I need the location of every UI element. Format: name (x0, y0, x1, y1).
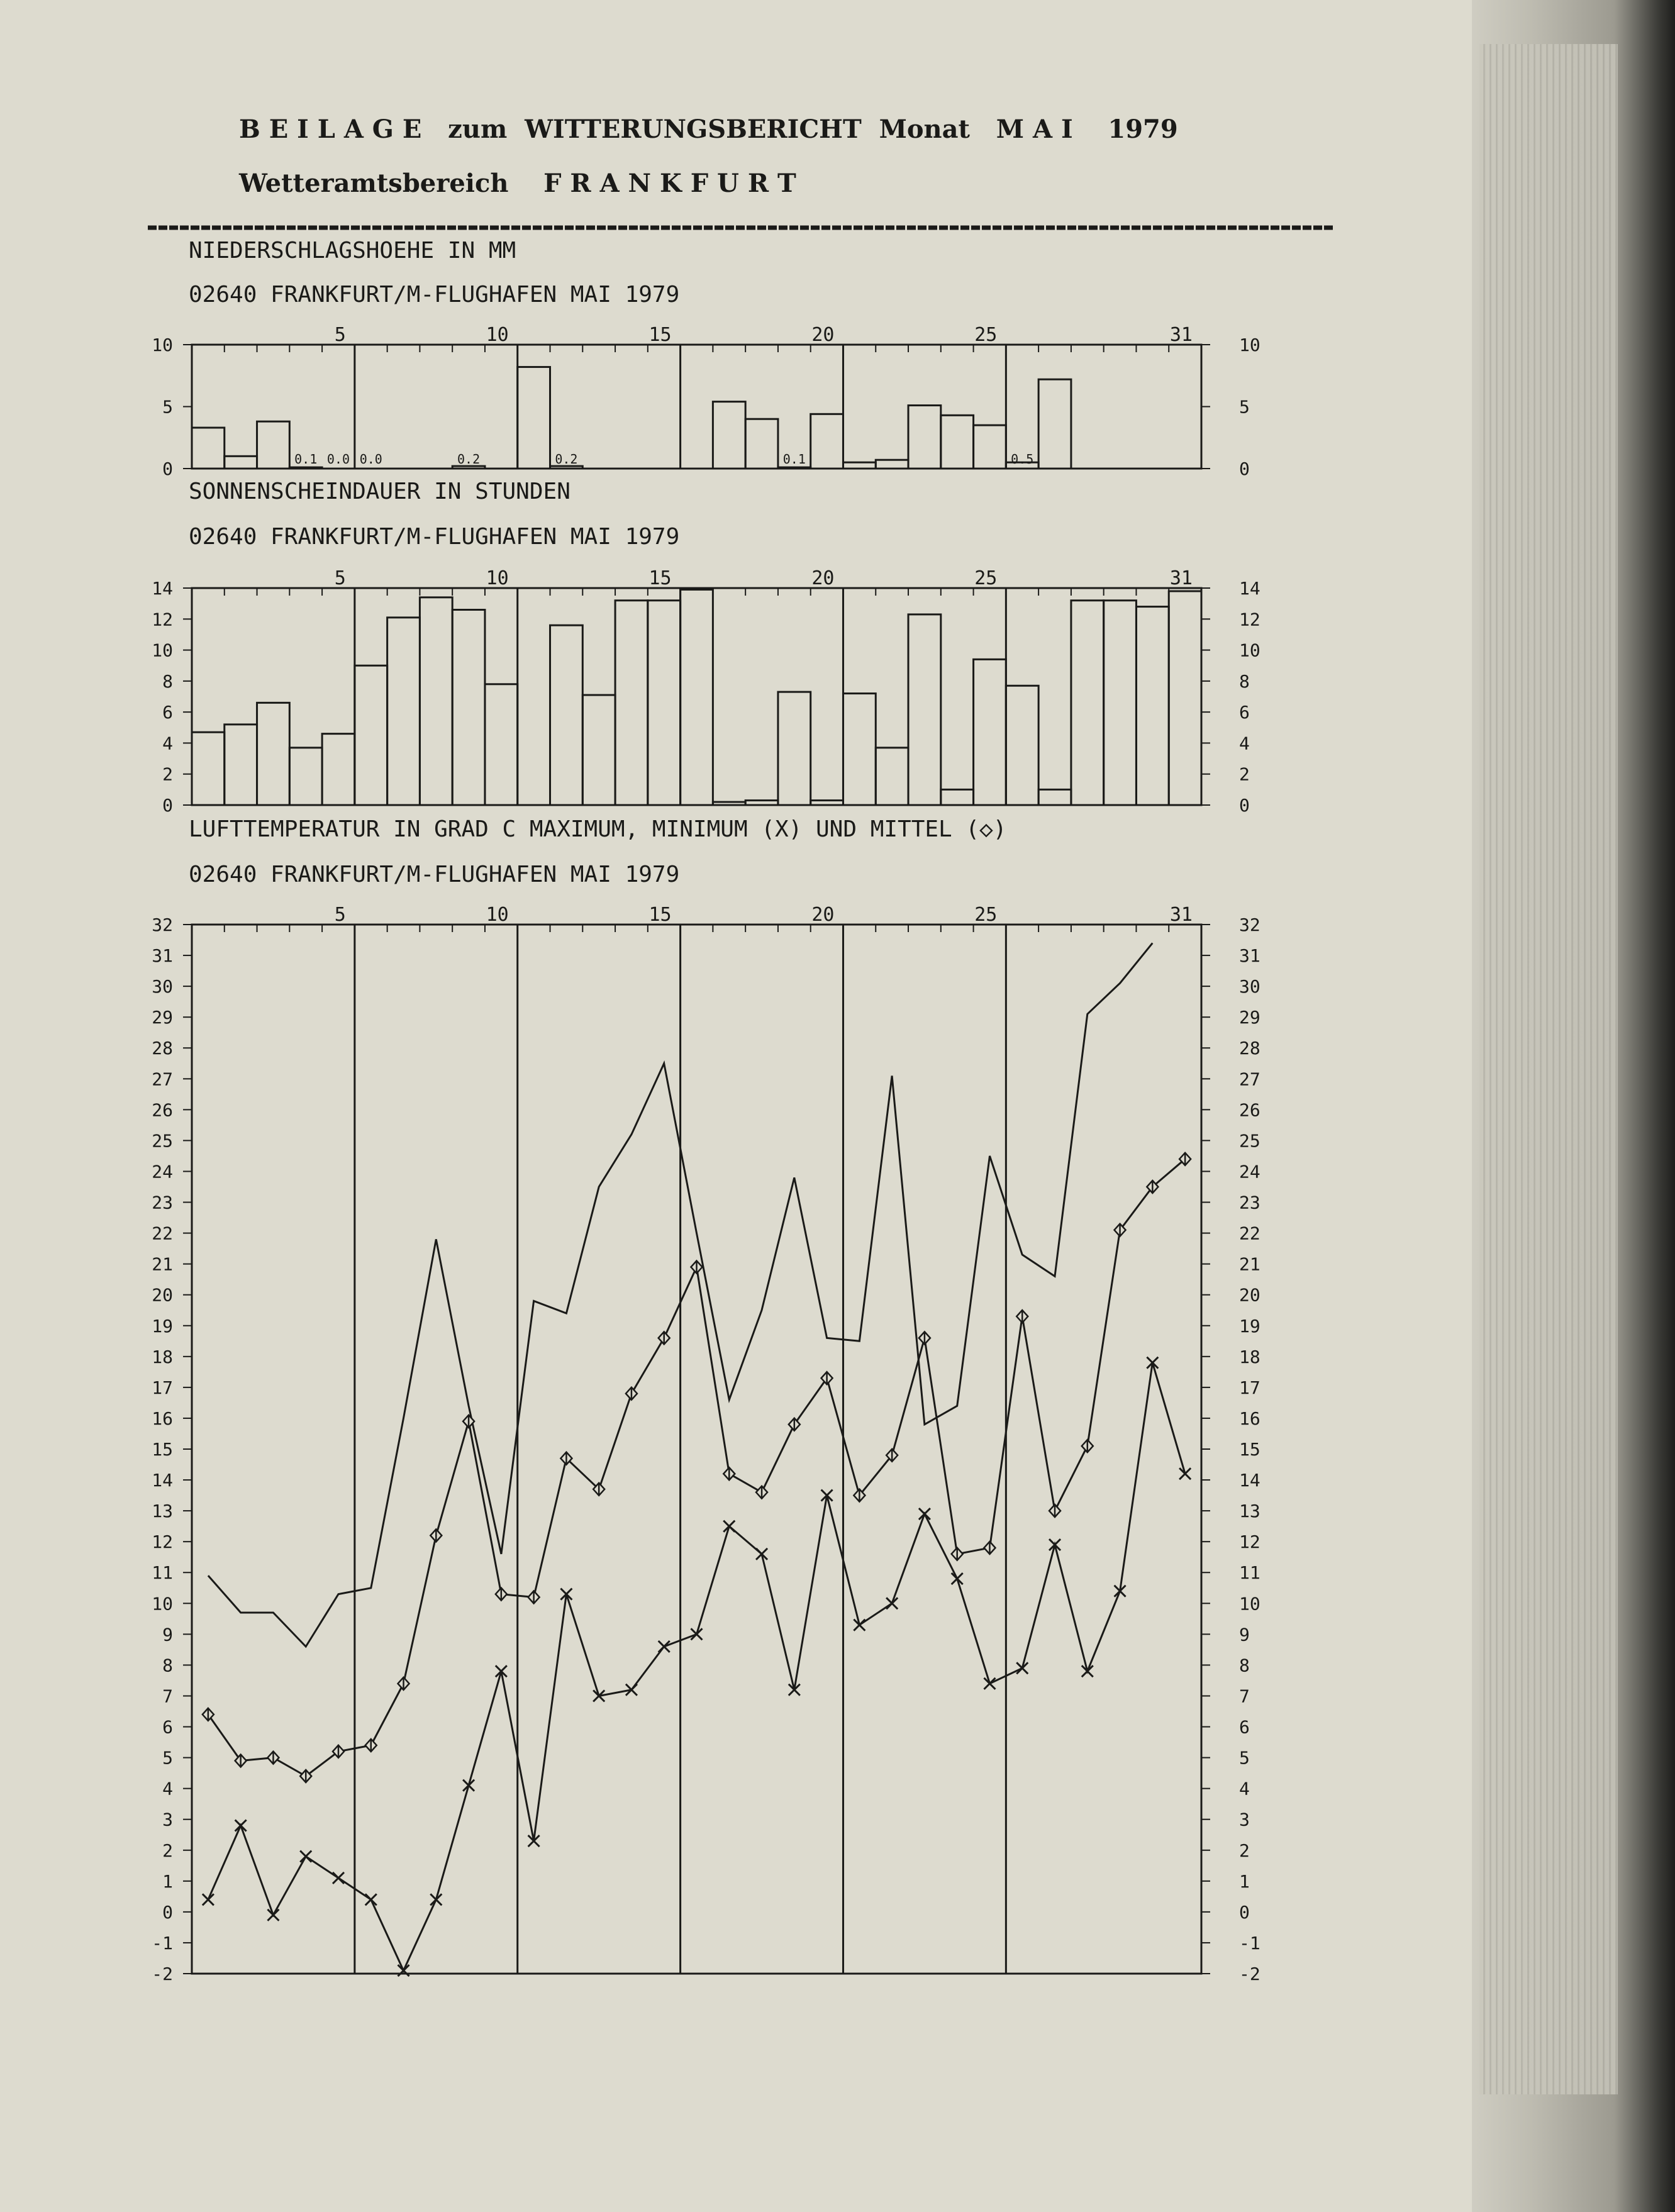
day-label: 25 (974, 324, 998, 346)
y-tick-label-left: 2 (162, 1840, 173, 1861)
y-tick-label-left: 24 (152, 1161, 173, 1182)
y-tick-label-right: 16 (1239, 1408, 1260, 1429)
bar (745, 801, 778, 805)
y-tick-label-right: -1 (1239, 1932, 1260, 1954)
y-tick-label-left: 11 (152, 1562, 173, 1584)
bar (257, 703, 290, 805)
y-tick-label-right: 19 (1239, 1315, 1260, 1337)
bar (225, 456, 257, 469)
y-tick-label-left: 6 (162, 1716, 173, 1738)
y-tick-label-right: 14 (1239, 578, 1260, 599)
chart-subtitle: 02640 FRANKFURT/M-FLUGHAFEN MAI 1979 (189, 282, 680, 308)
report-header-title: B E I L A G E zum WITTERUNGSBERICHT Monat M A I 1979 (239, 114, 1178, 144)
minimum-point (886, 1598, 898, 1609)
bar (974, 659, 1006, 805)
y-tick-label-left: 10 (152, 335, 173, 355)
y-tick-label-left: 6 (162, 702, 173, 723)
day-label: 5 (334, 324, 346, 346)
chart-subtitle: 02640 FRANKFURT/M-FLUGHAFEN MAI 1979 (189, 524, 680, 550)
y-tick-label-left: 21 (152, 1253, 173, 1275)
day-label: 20 (811, 904, 835, 926)
bar (941, 789, 974, 805)
mittel-point (300, 1770, 311, 1782)
bar (1071, 601, 1104, 805)
y-tick-label-right: 2 (1239, 1840, 1250, 1861)
day-label: 25 (974, 567, 998, 589)
day-label: 10 (486, 324, 509, 346)
y-tick-label-right: 1 (1239, 1870, 1250, 1892)
day-label: 15 (648, 904, 672, 926)
report-header-region: Wetteramtsbereich F R A N K F U R T (239, 169, 796, 198)
bar (876, 748, 908, 805)
day-label: 25 (974, 904, 998, 926)
y-tick-label-left: 25 (152, 1130, 173, 1152)
minimum-point (984, 1678, 995, 1689)
y-tick-label-left: 20 (152, 1284, 173, 1306)
y-tick-label-left: 16 (152, 1408, 173, 1429)
minimum-point (267, 1909, 279, 1921)
bar (681, 589, 713, 805)
bar (941, 415, 974, 469)
y-tick-label-left: 1 (162, 1870, 173, 1892)
y-tick-label-right: 23 (1239, 1192, 1260, 1213)
day-label: 5 (334, 904, 346, 926)
day-label: 15 (648, 324, 672, 346)
bar (1006, 686, 1038, 805)
y-tick-label-left: 4 (162, 733, 173, 754)
y-tick-label-left: 3 (162, 1809, 173, 1830)
bar (355, 665, 387, 805)
bar (289, 748, 322, 805)
bar (1169, 591, 1201, 805)
day-label: 20 (811, 324, 835, 346)
minimum-point (235, 1820, 247, 1831)
bar (648, 601, 681, 805)
chart-title: SONNENSCHEINDAUER IN STUNDEN (189, 479, 570, 504)
day-label: 10 (486, 904, 509, 926)
y-tick-label-right: 15 (1239, 1439, 1260, 1460)
bar (192, 732, 225, 805)
bar-value-label: 0.1 (294, 452, 318, 467)
chart-title: LUFTTEMPERATUR IN GRAD C MAXIMUM, MINIMUM (X) UND MITTEL (◇) (189, 816, 1007, 842)
y-tick-label-right: 26 (1239, 1099, 1260, 1121)
y-tick-label-left: 0 (162, 795, 173, 816)
plot-frame (192, 345, 1201, 469)
bar (1038, 379, 1071, 469)
bar (1136, 607, 1169, 805)
bar (713, 402, 745, 469)
bar (811, 414, 843, 469)
bar (550, 625, 583, 805)
y-tick-label-left: 10 (152, 1593, 173, 1615)
bar (745, 419, 778, 469)
y-tick-label-right: 14 (1239, 1470, 1260, 1491)
bar (1104, 601, 1137, 805)
y-tick-label-right: 32 (1239, 914, 1260, 935)
mittel-point (919, 1331, 930, 1344)
bar-value-label: 0.1 (782, 452, 806, 467)
y-tick-label-left: 13 (152, 1501, 173, 1522)
y-tick-label-right: 10 (1239, 335, 1260, 355)
bar (843, 694, 876, 805)
y-tick-label-right: 13 (1239, 1501, 1260, 1522)
bar (908, 614, 941, 805)
bar (289, 467, 322, 469)
y-tick-label-right: 29 (1239, 1007, 1260, 1028)
y-tick-label-right: 0 (1239, 1901, 1250, 1923)
mittel-point (528, 1591, 540, 1603)
y-tick-label-right: 25 (1239, 1130, 1260, 1152)
mittel-point (430, 1529, 442, 1542)
y-tick-label-right: 5 (1239, 396, 1250, 418)
day-label: 31 (1169, 324, 1193, 346)
y-tick-label-left: 14 (152, 578, 173, 599)
day-label: 31 (1169, 567, 1193, 589)
y-tick-label-right: 22 (1239, 1223, 1260, 1244)
bar-value-label: 0.2 (555, 452, 578, 467)
y-tick-label-right: 28 (1239, 1038, 1260, 1059)
mittel-point (496, 1588, 507, 1601)
minimum-point (1179, 1468, 1191, 1479)
minimum-point (723, 1521, 735, 1532)
bar-value-label: 0.0 (359, 452, 382, 467)
bar (225, 725, 257, 805)
y-tick-label-right: 30 (1239, 976, 1260, 998)
y-tick-label-left: 8 (162, 1655, 173, 1676)
day-label: 31 (1169, 904, 1193, 926)
mittel-point (267, 1752, 279, 1764)
y-tick-label-left: 28 (152, 1038, 173, 1059)
day-label: 15 (648, 567, 672, 589)
minimum-point (203, 1894, 214, 1905)
y-tick-label-right: 9 (1239, 1624, 1250, 1645)
y-tick-label-right: 21 (1239, 1253, 1260, 1275)
y-tick-label-right: 24 (1239, 1161, 1260, 1182)
bar (322, 734, 355, 805)
mittel-point (1016, 1310, 1028, 1323)
chart-subtitle: 02640 FRANKFURT/M-FLUGHAFEN MAI 1979 (189, 862, 680, 887)
y-tick-label-left: 14 (152, 1470, 173, 1491)
bar-value-label: 0.0 (326, 452, 350, 467)
y-tick-label-right: 0 (1239, 795, 1250, 816)
mittel-point (333, 1745, 344, 1758)
y-tick-label-left: 0 (162, 459, 173, 479)
bar (485, 684, 518, 805)
y-tick-label-right: 4 (1239, 1778, 1250, 1799)
bar-value-label: 0.5 (1011, 452, 1034, 467)
mittel-point (365, 1739, 377, 1752)
y-tick-label-left: 12 (152, 609, 173, 630)
y-tick-label-left: 22 (152, 1223, 173, 1244)
y-tick-label-left: 12 (152, 1531, 173, 1553)
bar-value-label: 0.2 (457, 452, 481, 467)
bar (811, 801, 843, 805)
bar (420, 597, 452, 805)
mittel-point (723, 1467, 735, 1480)
y-tick-label-right: 8 (1239, 1655, 1250, 1676)
y-tick-label-left: 18 (152, 1346, 173, 1367)
minimum-point (365, 1894, 377, 1905)
y-tick-label-left: 2 (162, 764, 173, 785)
day-label: 5 (334, 567, 346, 589)
y-tick-label-right: 17 (1239, 1377, 1260, 1398)
mittel-point (691, 1261, 703, 1274)
minimum-point (333, 1872, 344, 1884)
y-tick-label-left: 4 (162, 1778, 173, 1799)
mittel-point (756, 1486, 767, 1499)
y-tick-label-left: 15 (152, 1439, 173, 1460)
mittel-point (398, 1677, 409, 1690)
y-tick-label-right: -2 (1239, 1964, 1260, 1984)
y-tick-label-right: 18 (1239, 1346, 1260, 1367)
mittel-point (984, 1542, 995, 1554)
y-tick-label-left: 32 (152, 914, 173, 935)
y-tick-label-right: 8 (1239, 670, 1250, 692)
y-tick-label-left: 27 (152, 1069, 173, 1090)
y-tick-label-left: -1 (152, 1932, 173, 1954)
minimum-point (300, 1851, 311, 1862)
y-tick-label-right: 0 (1239, 459, 1250, 479)
bar (615, 601, 648, 805)
bar (192, 428, 225, 469)
bar (974, 425, 1006, 469)
y-tick-label-left: 5 (162, 396, 173, 418)
y-tick-label-left: 26 (152, 1099, 173, 1121)
minimum-point (952, 1573, 963, 1584)
y-tick-label-right: 11 (1239, 1562, 1260, 1584)
y-tick-label-left: 5 (162, 1747, 173, 1769)
minimum-point (1082, 1665, 1093, 1677)
y-tick-label-left: 7 (162, 1686, 173, 1707)
y-tick-label-right: 6 (1239, 1716, 1250, 1738)
mittel-point (659, 1331, 670, 1344)
bar (582, 695, 615, 805)
y-tick-label-left: 8 (162, 670, 173, 692)
day-label: 10 (486, 567, 509, 589)
y-tick-label-right: 3 (1239, 1809, 1250, 1830)
mittel-point (952, 1548, 963, 1560)
y-tick-label-right: 5 (1239, 1747, 1250, 1769)
y-tick-label-left: 0 (162, 1901, 173, 1923)
bar (908, 406, 941, 469)
y-tick-label-right: 31 (1239, 945, 1260, 967)
bar (843, 462, 876, 469)
minimum-point (1049, 1539, 1060, 1550)
bar (778, 692, 811, 805)
y-tick-label-left: 31 (152, 945, 173, 967)
y-tick-label-right: 10 (1239, 1593, 1260, 1615)
y-tick-label-left: 9 (162, 1624, 173, 1645)
minimum-point (919, 1508, 930, 1520)
y-tick-label-right: 7 (1239, 1686, 1250, 1707)
minimum-point (463, 1780, 474, 1791)
bar (387, 618, 420, 805)
y-tick-label-left: 10 (152, 640, 173, 661)
bar (452, 610, 485, 806)
y-tick-label-right: 10 (1239, 640, 1260, 661)
chart-title: NIEDERSCHLAGSHOEHE IN MM (189, 238, 516, 264)
mittel-point (626, 1387, 637, 1400)
bar (778, 467, 811, 469)
mittel-point (1082, 1440, 1093, 1452)
y-tick-label-left: 19 (152, 1315, 173, 1337)
minimum-point (691, 1628, 703, 1640)
y-tick-label-left: 30 (152, 976, 173, 998)
y-tick-label-left: -2 (152, 1964, 173, 1984)
bar (713, 802, 745, 805)
y-tick-label-left: 29 (152, 1007, 173, 1028)
plot-frame (192, 925, 1201, 1974)
minimum-point (430, 1894, 442, 1905)
bar (876, 460, 908, 469)
day-label: 20 (811, 567, 835, 589)
mittel-point (1049, 1504, 1060, 1517)
y-tick-label-right: 27 (1239, 1069, 1260, 1090)
bar (518, 367, 550, 469)
y-tick-label-right: 4 (1239, 733, 1250, 754)
bar (1038, 789, 1071, 805)
y-tick-label-left: 23 (152, 1192, 173, 1213)
y-tick-label-right: 6 (1239, 702, 1250, 723)
y-tick-label-right: 2 (1239, 764, 1250, 785)
plot-frame (192, 588, 1201, 805)
y-tick-label-right: 12 (1239, 609, 1260, 630)
minimum-point (1016, 1662, 1028, 1674)
minimum-point (659, 1641, 670, 1652)
y-tick-label-right: 20 (1239, 1284, 1260, 1306)
y-tick-label-left: 17 (152, 1377, 173, 1398)
y-tick-label-right: 12 (1239, 1531, 1260, 1553)
bar (257, 421, 290, 469)
